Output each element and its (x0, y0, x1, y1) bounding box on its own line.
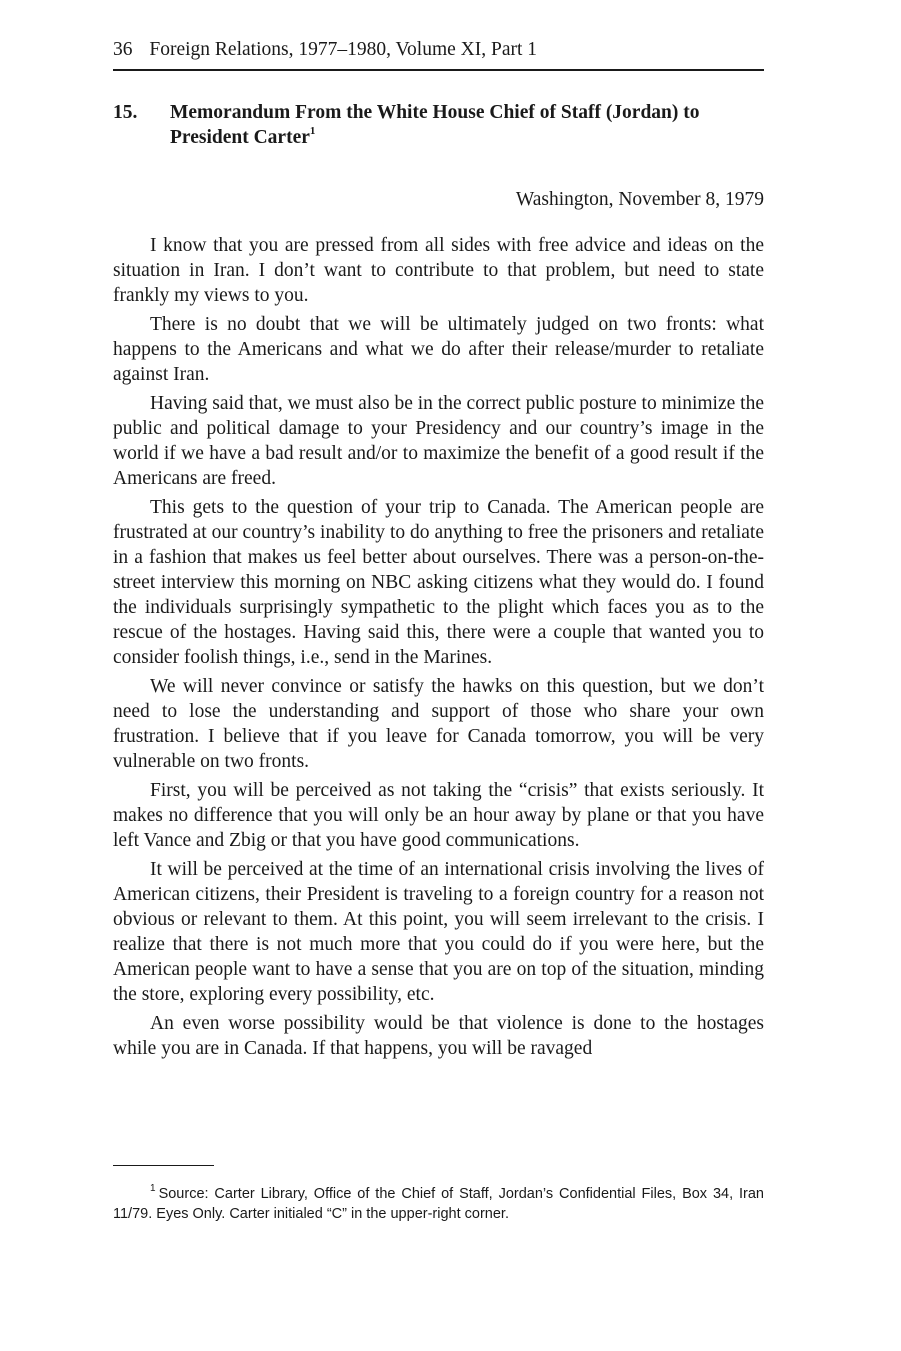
volume-title: Foreign Relations, 1977–1980, Volume XI, Part 1 (149, 39, 538, 60)
footnote (113, 1184, 764, 1224)
header-rule (113, 69, 764, 71)
document-title-wrap (170, 100, 764, 150)
footnote-entry (113, 1184, 764, 1224)
paragraph: I know that you are pressed from all sides with free advice and ideas on the situation in Iran. I don’t want to contribute to that problem, but need to state frankly my views to you. (113, 235, 764, 306)
document-number: 15. (113, 102, 138, 123)
paragraph: There is no doubt that we will be ultimately judged on two fronts: what happens to the Americans and what we do after their release/​murder to retaliate against Iran. (113, 314, 764, 385)
document-title: Memorandum From the White House Chief of Staff (Jordan) to President Carter (170, 102, 700, 148)
paragraph: Having said that, we must also be in the correct public posture to minimize the public and political damage to your Presidency and our country’s image in the world if we have a bad result and/or to maximize the benefit of a good result if the Americans are freed. (113, 393, 764, 489)
footnote-marker: 1 (150, 1183, 156, 1195)
footnote-text: Source: Carter Library, Office of the Chief of Staff, Jordan’s Confidential Files, Box 34, Iran 11/79. Eyes Only. Carter initialed “C” in the upper-right corner. (113, 1186, 764, 1222)
footnote-rule (113, 1165, 214, 1166)
paragraph: It will be perceived at the time of an international crisis involving the lives of American citizens, their President is traveling to a foreign country for a reason not obvious or relevant to them. At this point, you will seem irrelevant to the crisis. I realize that there is not much more that you could do if you were here, but the American people want to have a sense that you are on top of the situation, minding the store, exploring every possibility, etc. (113, 859, 764, 1005)
running-head (113, 38, 764, 62)
paragraph: An even worse possibility would be that violence is done to the hostages while you are in Canada. If that happens, you will be ravaged (113, 1013, 764, 1059)
dateline: Washington, November 8, 1979 (515, 189, 764, 210)
paragraph: This gets to the question of your trip to Canada. The American people are frustrated at our country’s inability to do anything to free the prisoners and retaliate in a fashion that makes us feel better about ourselves. There was a person-on-the-street interview this morning on NBC asking citizens what they would do. I found the individuals surprisingly sympathetic to the plight which faces you as to the rescue of the hostages. Having said this, there were a couple that wanted you to consider foolish things, i.e., send in the Marines. (113, 497, 764, 668)
paragraph: First, you will be perceived as not taking the “crisis” that exists seriously. It makes no difference that you will only be an hour away by plane or that you have left Vance and Zbig or that you have good communications. (113, 780, 764, 851)
document-heading (113, 100, 764, 150)
memo-body (113, 233, 764, 1065)
page-number: 36 (113, 39, 133, 60)
footnote-reference[interactable]: 1 (309, 124, 316, 137)
paragraph: We will never convince or satisfy the hawks on this question, but we don’t need to lose the understanding and support of those who share your own frustration. I believe that if you leave for Canada tomorrow, you will be very vulnerable on two fronts. (113, 676, 764, 772)
